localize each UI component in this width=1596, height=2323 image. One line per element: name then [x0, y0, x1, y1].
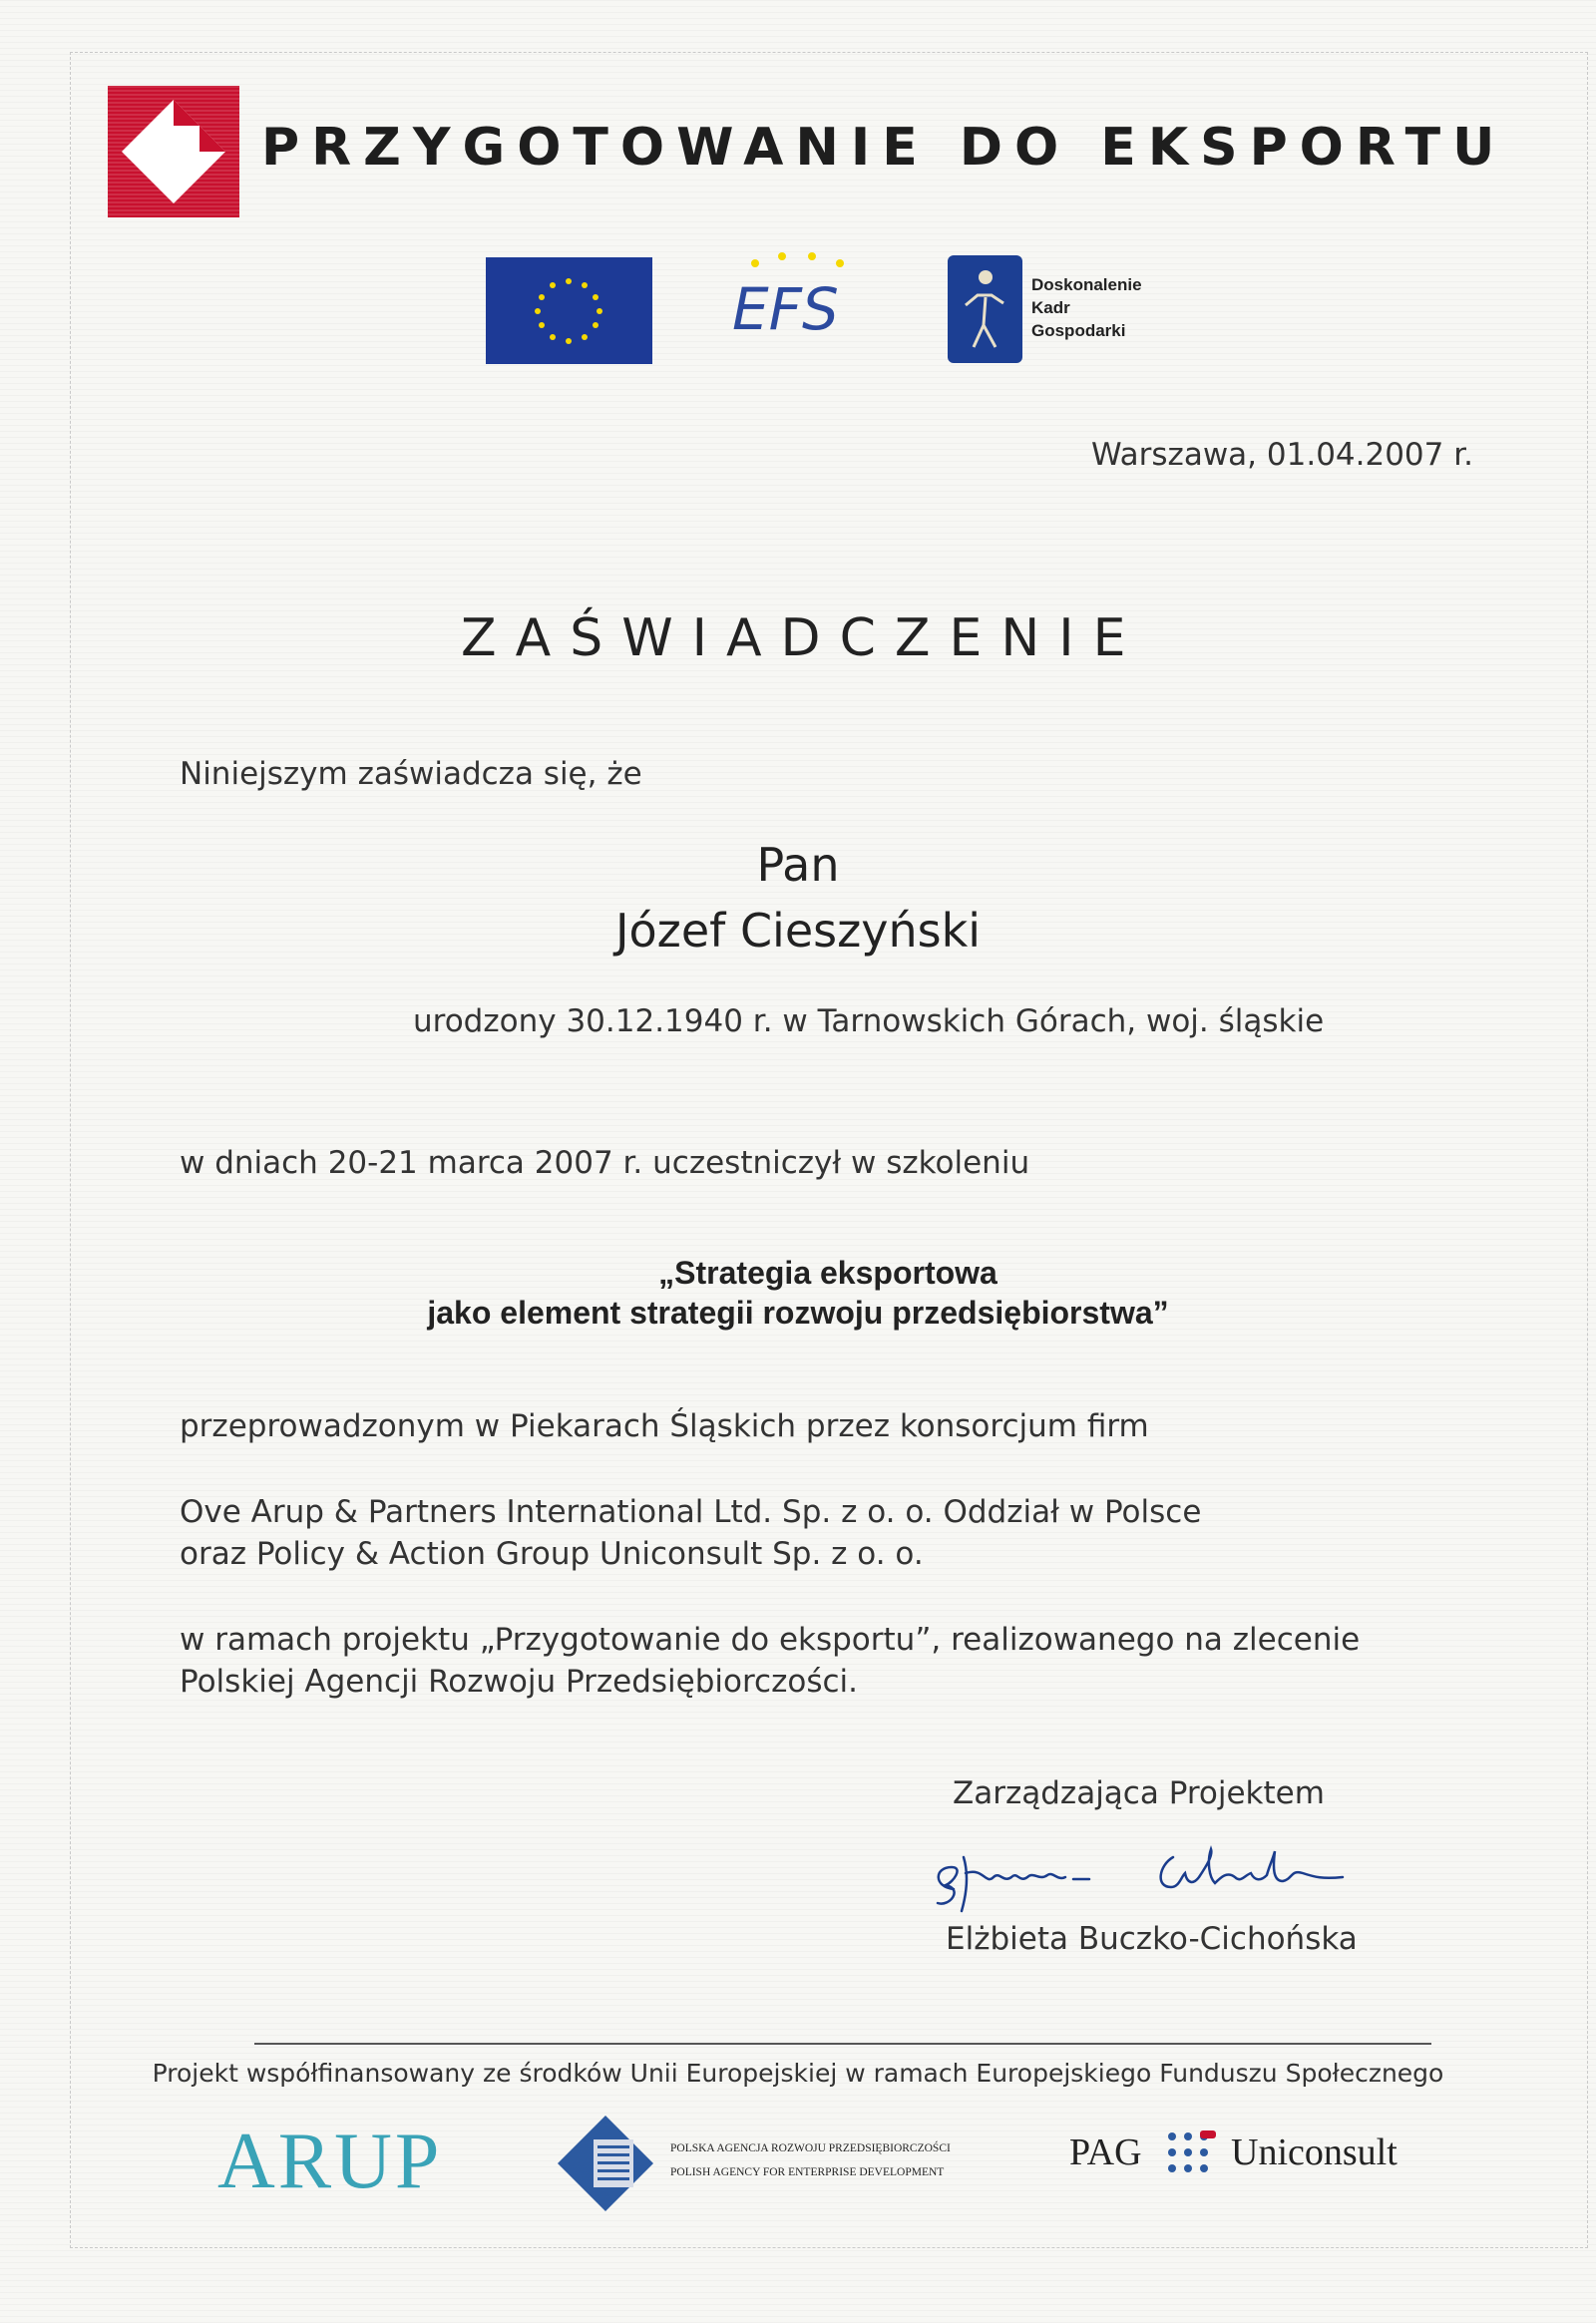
uniconsult-dots-icon	[1164, 2129, 1220, 2176]
certificate-title: ZAŚWIADCZENIE	[461, 608, 1145, 668]
salutation: Pan	[756, 838, 840, 892]
course-title-line: „Strategia eksportowa	[658, 1255, 998, 1291]
export-program-logo	[108, 86, 239, 217]
dkg-line: Doskonalenie	[1031, 275, 1142, 294]
dkg-logo-icon	[948, 255, 1022, 363]
signatory-role: Zarządzająca Projektem	[953, 1775, 1325, 1811]
arup-logo: ARUP	[217, 2118, 443, 2205]
firm-line: Ove Arup & Partners International Ltd. Sp. z o. o. Oddział w Polsce	[180, 1494, 1202, 1530]
funding-note: Projekt współfinansowany ze środków Unii Europejskiej w ramach Europejskiego Funduszu Społecznego	[152, 2059, 1444, 2088]
training-dates: w dniach 20-21 marca 2007 r. uczestniczył w szkoleniu	[180, 1145, 1030, 1181]
course-title-line: jako element strategii rozwoju przedsiębiorstwa”	[427, 1295, 1169, 1331]
footer-divider	[254, 2043, 1431, 2045]
person-name: Józef Cieszyński	[614, 904, 982, 958]
efs-logo	[720, 251, 880, 351]
place-and-date: Warszawa, 01.04.2007 r.	[1091, 437, 1473, 473]
dkg-logo-label	[1031, 273, 1142, 342]
efs-logo-text: EFS	[732, 275, 839, 343]
parp-logo	[554, 2112, 657, 2215]
uniconsult-logo-text: Uniconsult	[1231, 2131, 1397, 2173]
handwritten-signature	[924, 1837, 1363, 1917]
program-title: PRZYGOTOWANIE DO EKSPORTU	[261, 118, 1507, 178]
project-line: w ramach projektu „Przygotowanie do eksportu”, realizowanego na zlecenie	[180, 1622, 1361, 1658]
eu-flag-icon	[486, 257, 652, 364]
project-line: Polskiej Agencji Rozwoju Przedsiębiorczości.	[180, 1664, 858, 1700]
conducted-by: przeprowadzonym w Piekarach Śląskich przez konsorcjum firm	[180, 1408, 1149, 1444]
parp-logo-text	[670, 2136, 951, 2184]
pag-logo-text: PAG	[1069, 2131, 1142, 2173]
parp-line-pl: POLSKA AGENCJA ROZWOJU PRZEDSIĘBIORCZOŚCI	[670, 2142, 951, 2154]
firm-line: oraz Policy & Action Group Uniconsult Sp. z o. o.	[180, 1536, 924, 1572]
birth-details: urodzony 30.12.1940 r. w Tarnowskich Górach, woj. śląskie	[413, 1003, 1325, 1039]
signatory-name: Elżbieta Buczko-Cichońska	[946, 1921, 1358, 1957]
parp-line-en: POLISH AGENCY FOR ENTERPRISE DEVELOPMENT	[670, 2166, 945, 2178]
intro-text: Niniejszym zaświadcza się, że	[180, 756, 642, 792]
dkg-line: Kadr	[1031, 298, 1070, 317]
dkg-line: Gospodarki	[1031, 321, 1126, 340]
